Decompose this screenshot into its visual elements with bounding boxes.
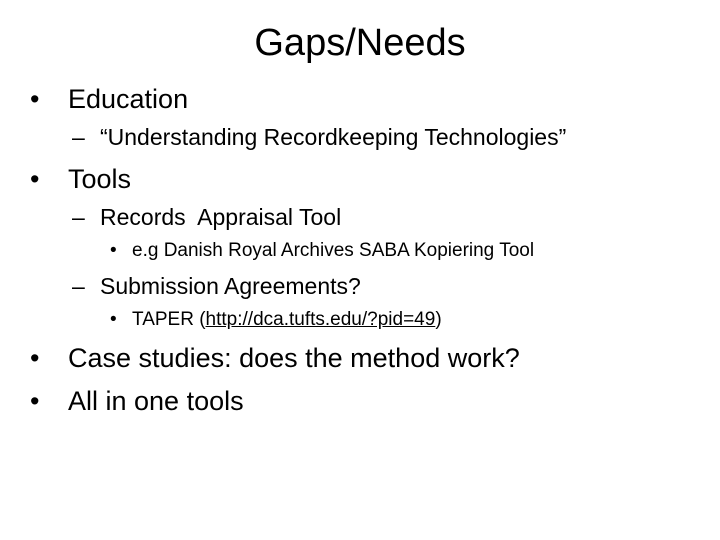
bullet-tools <box>30 162 131 196</box>
sub-bullet-submission <box>72 271 361 301</box>
bullet-icon: • <box>110 309 117 330</box>
bullet-icon: • <box>30 343 40 373</box>
taper-link[interactable]: http://dca.tufts.edu/?pid=49 <box>205 309 436 330</box>
taper-suffix: ) <box>435 309 442 330</box>
taper-prefix: TAPER ( <box>132 309 206 330</box>
bullet-icon: • <box>30 84 40 114</box>
bullet-all-in-one <box>30 384 244 418</box>
sub-sub-bullet-taper <box>110 307 442 333</box>
bullet-icon: • <box>110 240 117 261</box>
dash-icon: – <box>72 124 85 150</box>
bullet-icon: • <box>30 164 40 194</box>
sub-bullet-text: Records Appraisal Tool <box>100 204 342 230</box>
bullet-text: All in one tools <box>68 386 244 416</box>
sub-sub-bullet-saba <box>110 238 534 264</box>
bullet-text: Case studies: does the method work? <box>68 343 520 373</box>
slide-title: Gaps/Needs <box>254 22 466 64</box>
dash-icon: – <box>72 204 85 230</box>
sub-sub-bullet-text: e.g Danish Royal Archives SABA Kopiering Tool <box>132 240 535 261</box>
dash-icon: – <box>72 273 85 299</box>
bullet-icon: • <box>30 386 40 416</box>
sub-bullet-understanding <box>72 122 566 152</box>
sub-bullet-text: Submission Agreements? <box>100 273 361 299</box>
bullet-case-studies <box>30 341 520 375</box>
bullet-text: Education <box>68 84 189 114</box>
bullet-education <box>30 82 188 116</box>
sub-bullet-records-appraisal <box>72 202 341 232</box>
bullet-text: Tools <box>68 164 132 194</box>
sub-bullet-text: “Understanding Recordkeeping Technologies” <box>100 124 567 150</box>
